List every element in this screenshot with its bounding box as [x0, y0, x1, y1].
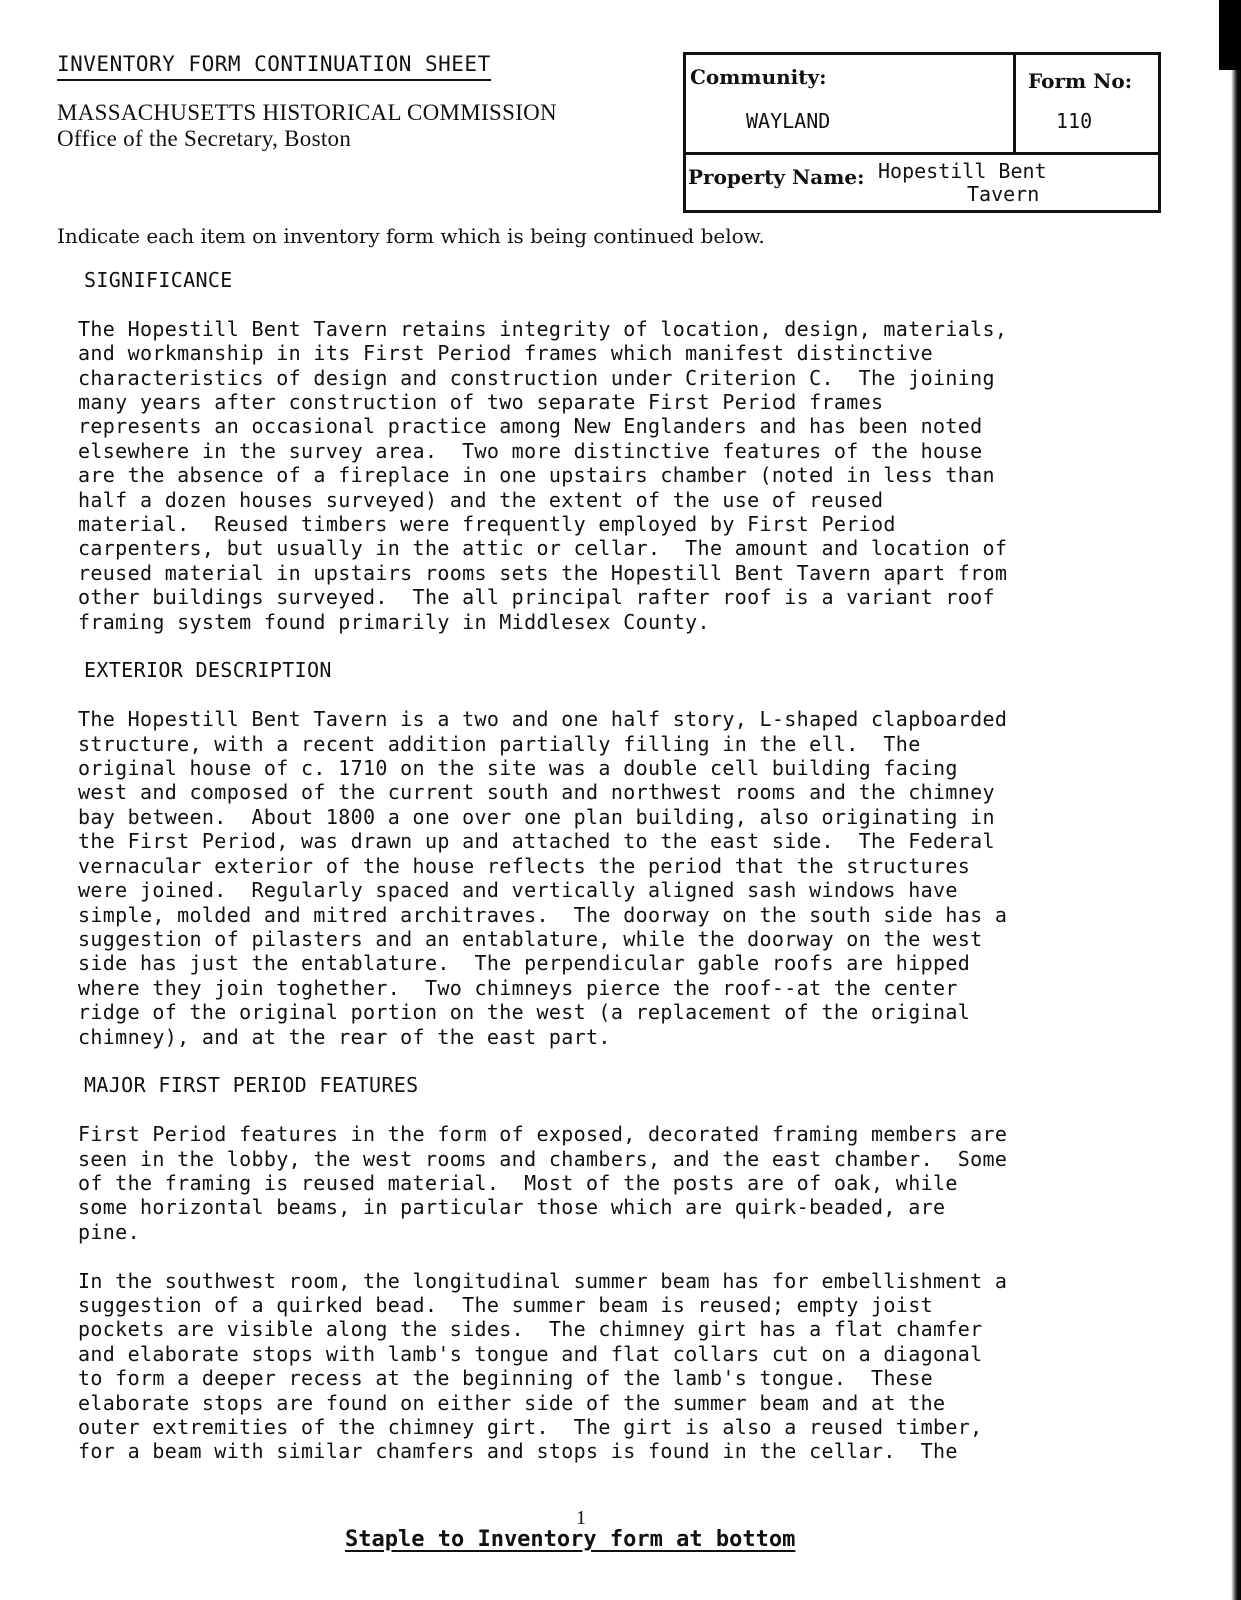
- text-line: ridge of the original portion on the west (a replacement of the original: [78, 1000, 971, 1025]
- scanned-page-corner: [1219, 0, 1241, 70]
- text-line: where they join toghether. Two chimneys pierce the roof--at the center: [78, 975, 958, 1000]
- text-line: were joined. Regularly spaced and vertically aligned sash windows have: [78, 878, 958, 903]
- form-number-value: 110: [1056, 109, 1093, 133]
- exterior-paragraph: [78, 707, 1188, 1049]
- commission-office: Office of the Secretary, Boston: [57, 126, 352, 151]
- page-number: 1: [576, 1507, 586, 1529]
- text-line: In the southwest room, the longitudinal summer beam has for embellishment a: [78, 1268, 1008, 1293]
- text-line: characteristics of design and construction under Criterion C. The joining: [78, 365, 995, 390]
- text-line: the First Period, was drawn up and attached to the east side. The Federal: [78, 829, 995, 854]
- exterior-heading: EXTERIOR DESCRIPTION: [84, 658, 332, 683]
- text-line: First Period features in the form of exposed, decorated framing members are: [78, 1122, 1008, 1147]
- text-line: are the absence of a fireplace in one upstairs chamber (noted in less than: [78, 463, 995, 488]
- text-line: reused material in upstairs rooms sets the Hopestill Bent Tavern apart from: [78, 560, 1008, 585]
- text-line: other buildings surveyed. The all principal rafter roof is a variant roof: [78, 585, 995, 610]
- text-line: and workmanship in its First Period frames which manifest distinctive: [78, 341, 933, 366]
- text-line: structure, with a recent addition partially filling in the ell. The: [78, 731, 921, 756]
- text-line: framing system found primarily in Middlesex County.: [78, 609, 710, 634]
- text-line: carpenters, but usually in the attic or cellar. The amount and location of: [78, 536, 1008, 561]
- text-line: outer extremities of the chimney girt. The girt is also a reused timber,: [78, 1415, 983, 1439]
- commission-block: [57, 100, 557, 152]
- property-name-value-line2: Tavern: [967, 182, 1040, 206]
- sheet-title: INVENTORY FORM CONTINUATION SHEET: [57, 52, 491, 81]
- features-paragraph-1: [78, 1122, 1188, 1244]
- text-line: half a dozen houses surveyed) and the extent of the use of reused: [78, 487, 884, 512]
- community-label: Community:: [690, 65, 827, 89]
- form-number-cell: [1016, 55, 1158, 155]
- text-line: bay between. About 1800 a one over one plan building, also originating in: [78, 804, 995, 829]
- text-line: to form a deeper recess at the beginning of the lamb's tongue. These: [78, 1366, 933, 1391]
- text-line: represents an occasional practice among New Englanders and has been noted: [78, 414, 983, 439]
- text-line: suggestion of pilasters and an entablature, while the doorway on the west: [78, 926, 983, 951]
- text-line: many years after construction of two separate First Period frames: [78, 390, 884, 415]
- text-line: and elaborate stops with lamb's tongue and flat collars cut on a diagonal: [78, 1341, 983, 1366]
- text-line: elsewhere in the survey area. Two more distinctive features of the house: [78, 438, 983, 463]
- scanned-page-edge: [1231, 0, 1241, 1600]
- text-line: simple, molded and mitred architraves. The doorway on the south side has a: [78, 902, 1008, 927]
- text-line: The Hopestill Bent Tavern is a two and one half story, L-shaped clapboarded: [78, 707, 1008, 732]
- text-line: original house of c. 1710 on the site was a double cell building facing: [78, 756, 958, 781]
- features-heading: MAJOR FIRST PERIOD FEATURES: [84, 1073, 419, 1098]
- text-line: material. Reused timbers were frequently employed by First Period: [78, 512, 896, 537]
- text-line: for a beam with similar chamfers and stops is found in the cellar. The: [78, 1439, 958, 1464]
- text-line: pine.: [78, 1219, 140, 1244]
- property-name-value-line1: Hopestill Bent: [878, 159, 1047, 183]
- continuation-instruction: Indicate each item on inventory form which is being continued below.: [57, 224, 765, 248]
- text-line: side has just the entablature. The perpendicular gable roofs are hipped: [78, 951, 971, 976]
- text-line: elaborate stops are found on either side of the summer beam and at the: [78, 1390, 946, 1415]
- text-line: vernacular exterior of the house reflects the period that the structures: [78, 853, 971, 878]
- text-line: The Hopestill Bent Tavern retains integrity of location, design, materials,: [78, 316, 1008, 341]
- significance-heading: SIGNIFICANCE: [84, 268, 233, 292]
- form-number-label: Form No:: [1028, 69, 1133, 93]
- text-line: suggestion of a quirked bead. The summer beam is reused; empty joist: [78, 1292, 933, 1317]
- text-line: west and composed of the current south and northwest rooms and the chimney: [78, 780, 995, 805]
- text-line: chimney), and at the rear of the east part.: [78, 1024, 611, 1049]
- significance-paragraph: [78, 317, 1188, 634]
- staple-instruction: Staple to Inventory form at bottom: [345, 1527, 796, 1552]
- text-line: pockets are visible along the sides. The chimney girt has a flat chamfer: [78, 1317, 983, 1342]
- property-name-label: Property Name:: [688, 165, 865, 189]
- property-name-cell: [686, 155, 1158, 210]
- text-line: some horizontal beams, in particular those which are quirk-beaded, are: [78, 1195, 946, 1220]
- community-cell: [686, 55, 1016, 155]
- community-value: WAYLAND: [746, 109, 831, 133]
- commission-name: MASSACHUSETTS HISTORICAL COMMISSION: [57, 100, 557, 125]
- continuation-content: [78, 268, 1188, 1488]
- text-line: of the framing is reused material. Most of the posts are of oak, while: [78, 1170, 958, 1195]
- text-line: seen in the lobby, the west rooms and chambers, and the east chamber. Some: [78, 1146, 1008, 1171]
- features-paragraph-2: [78, 1269, 1188, 1464]
- form-info-box: [683, 52, 1161, 213]
